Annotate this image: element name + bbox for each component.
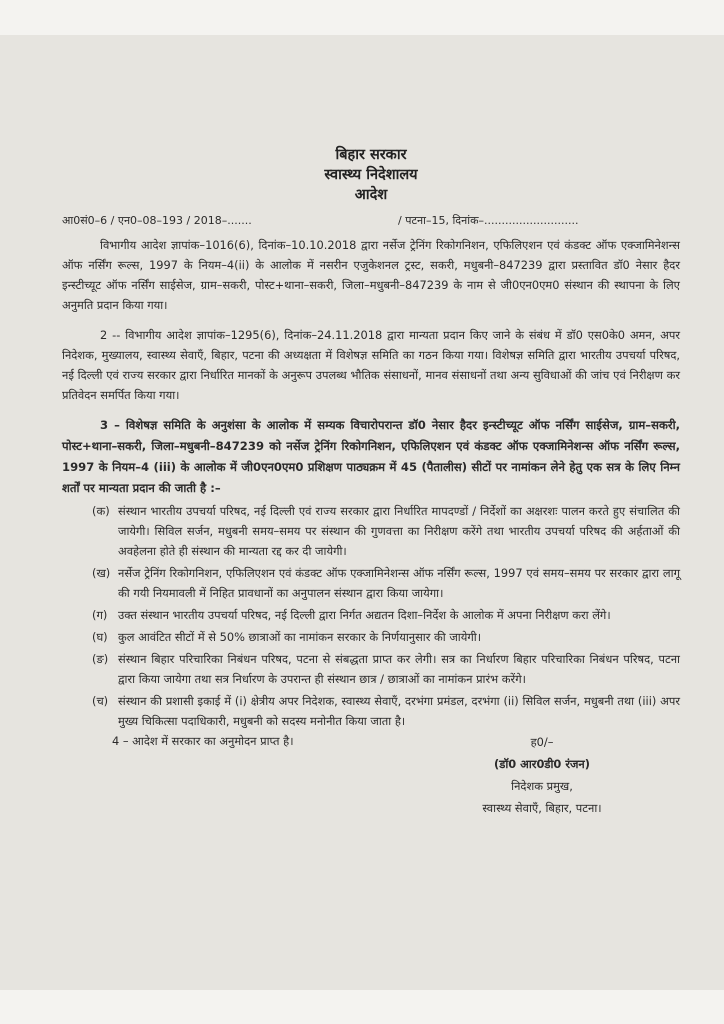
document-page <box>0 35 724 990</box>
condition-item <box>62 691 680 731</box>
signatory-name: (डॉ0 आर0डी0 रंजन) <box>494 757 590 771</box>
condition-item <box>62 563 680 603</box>
condition-marker: (ख) <box>92 566 111 580</box>
paragraph-2: 2 -- विभागीय आदेश ज्ञापांक–1295(6), दिनांक–24.11.2018 द्वारा मान्यता प्रदान किए जाने के संबंध में डॉ0 एस0के0 अमन, अपर निदेशक, मुख्यालय, स्वास्थ्य सेवाएँ, बिहार, पटना की अध्यक्षता में विशेषज्ञ समिति का गठन किया गया। विशेषज्ञ समिति द्वारा भारतीय उपचर्या परिषद, नई दिल्ली एवं राज्य सरकार द्वारा निर्धारित मानकों के अनुरूप उपलब्ध भौतिक संसाधनों, मानव संसाधनों तथा अन्य सुविधाओं की जांच एवं निरीक्षण कर प्रतिवेदन समर्पित किया गया। <box>62 328 680 402</box>
department-title: स्वास्थ्य निदेशालय <box>324 167 418 183</box>
condition-text: संस्थान भारतीय उपचर्या परिषद, नई दिल्ली एवं राज्य सरकार द्वारा निर्धारित मापदण्डों / निर्देशों का अक्षरशः पालन करते हुए संचालित की जायेगी। सिविल सर्जन, मधुबनी समय–समय पर संस्थान की गुणवत्ता का निरीक्षण करेंगे तथा भारतीय उपचर्या परिषद की अर्हताओं की अवहेलना होते ही संस्थान की मान्यता रद्द कर दी जायेगी। <box>118 504 680 558</box>
condition-marker: (घ) <box>92 630 108 644</box>
signatory-office: स्वास्थ्य सेवाएँ, बिहार, पटना। <box>482 801 602 815</box>
conditions-list <box>62 501 680 731</box>
condition-marker: (च) <box>92 694 109 708</box>
closing-line: 4 – आदेश में सरकार का अनुमोदन प्राप्त है। <box>112 734 294 748</box>
condition-item <box>62 649 680 689</box>
condition-item <box>62 627 680 647</box>
signature-mark: ह0/– <box>530 735 554 749</box>
condition-marker: (क) <box>92 504 110 518</box>
reference-number: आ0सं0–6 / एन0–08–193 / 2018–....... <box>62 214 252 227</box>
signatory-designation: निदेशक प्रमुख, <box>511 779 573 793</box>
condition-text: उक्त संस्थान भारतीय उपचर्या परिषद, नई दिल्ली द्वारा निर्गत अद्यतन दिशा–निर्देश के आलोक में अपना निरीक्षण करा लेंगे। <box>118 608 611 622</box>
signature-area <box>62 731 680 841</box>
signature-block <box>442 731 642 819</box>
condition-text: नर्सेज ट्रेनिंग रिकोगनिशन, एफिलिएशन एवं कंडक्ट ऑफ एक्जामिनेशन्स ऑफ नर्सिंग रूल्स, 1997 एवं समय–समय पर सरकार द्वारा लागू की गयी नियमावली में निहित प्रावधानों का अनुपालन संस्थान द्वारा किया जायेगा। <box>118 566 680 600</box>
order-body <box>62 145 680 841</box>
condition-marker: (ङ) <box>92 652 109 666</box>
condition-item <box>62 501 680 561</box>
condition-text: संस्थान बिहार परिचारिका निबंधन परिषद, पटना से संबद्धता प्राप्त कर लेगी। सत्र का निर्धारण बिहार परिचारिका निबंधन परिषद, पटना द्वारा किया जायेगा तथा सत्र निर्धारण के उपरान्त ही संस्थान छात्र / छात्राओं का नामांकन प्रारंभ करेंगे। <box>118 652 680 686</box>
government-title: बिहार सरकार <box>335 147 407 163</box>
place-date: / पटना–15, दिनांक–........................... <box>398 214 579 227</box>
condition-text: संस्थान की प्रशासी इकाई में (i) क्षेत्रीय अपर निदेशक, स्वास्थ्य सेवाएँ, दरभंगा प्रमंडल, दरभंगा (ii) सिविल सर्जन, मधुबनी तथा (iii) अपर मुख्य चिकित्सा पदाधिकारी, मधुबनी को सदस्य मनोनीत किया जाता है। <box>118 694 680 728</box>
condition-item <box>62 605 680 625</box>
condition-marker: (ग) <box>92 608 108 622</box>
paragraph-1: विभागीय आदेश ज्ञापांक–1016(6), दिनांक–10.10.2018 द्वारा नर्सेज ट्रेनिंग रिकोगनिशन, एफिलिएशन एवं कंडक्ट ऑफ एक्जामिनेशन्स ऑफ नर्सिंग रूल्स, 1997 के नियम–4(ii) के आलोक में नसरीन एजुकेशनल ट्रस्ट, सकरी, मधुबनी–847239 द्वारा प्रस्तावित डॉ0 नेसार हैदर इन्स्टीच्यूट ऑफ नर्सिंग साईसेज, ग्राम–सकरी, पोस्ट+थाना–सकरी, जिला–मधुबनी–847239 के नाम से जी0एन0एम0 संस्थान की स्थापना के लिए अनुमति प्रदान किया गया। <box>62 238 680 312</box>
condition-text: कुल आवंटित सीटों में से 50% छात्राओं का नामांकन सरकार के निर्णयानुसार की जायेगी। <box>118 630 482 644</box>
reference-line <box>62 211 680 233</box>
paragraph-3: 3 – विशेषज्ञ समिति के अनुशंसा के आलोक में सम्यक विचारोपरान्त डॉ0 नेसार हैदर इन्स्टीच्यूट ऑफ नर्सिंग साईसेज, ग्राम–सकरी, पोस्ट+थाना–सकरी, जिला–मधुबनी–847239 को नर्सेज ट्रेनिंग रिकोगनिशन, एफिलिएशन एवं कंडक्ट ऑफ एक्जामिनेशन्स ऑफ नर्सिंग रूल्स, 1997 के नियम–4 (iii) के आलोक में जी0एन0एम0 प्रशिक्षण पाठ्यक्रम में 45 (पैतालीस) सीटों पर नामांकन लेने हेतु एक सत्र के लिए निम्न शर्तों पर मान्यता प्रदान की जाती है :– <box>62 418 680 495</box>
order-title: आदेश <box>354 187 388 203</box>
